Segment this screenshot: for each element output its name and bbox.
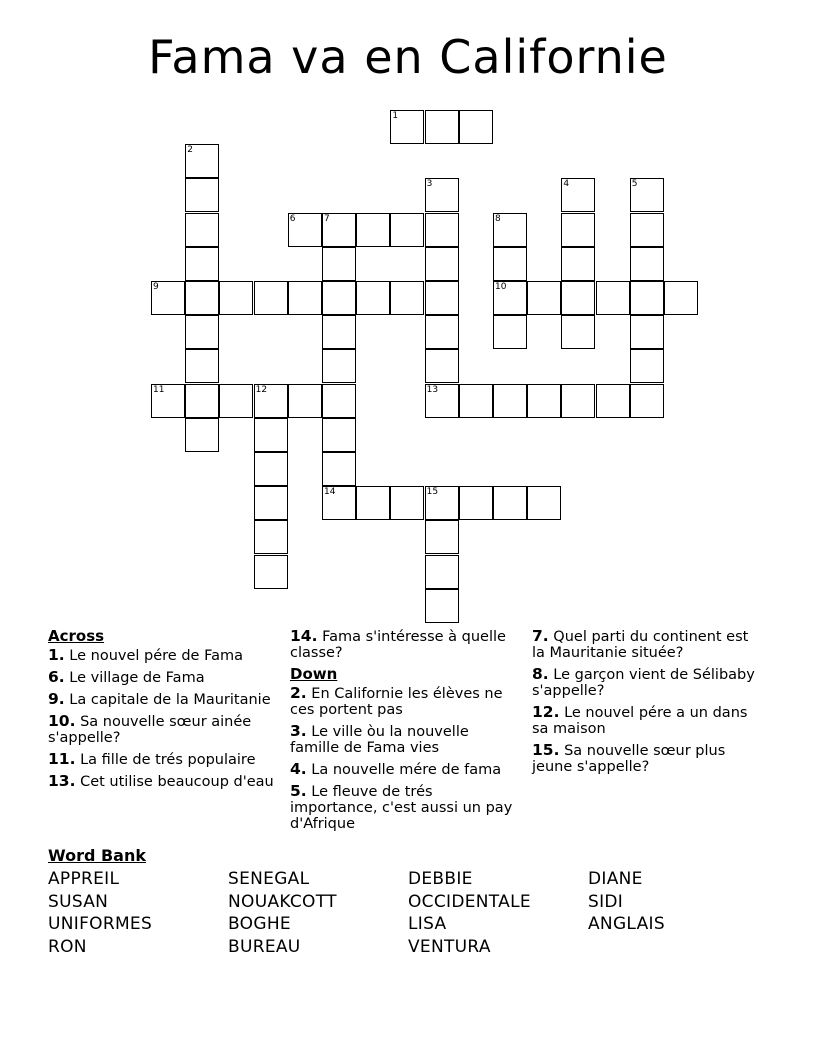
crossword-cell[interactable] xyxy=(561,384,595,418)
crossword-cell[interactable] xyxy=(322,247,356,281)
crossword-cell[interactable] xyxy=(322,384,356,418)
word-bank-item: BUREAU xyxy=(228,936,301,957)
crossword-cell[interactable] xyxy=(596,384,630,418)
clue-number: 2 xyxy=(187,145,193,156)
crossword-cell[interactable] xyxy=(630,315,664,349)
clue-across-14: 14. Fama s'intéresse à quelle classe? xyxy=(290,627,506,661)
word-bank-heading: Word Bank xyxy=(48,846,147,865)
crossword-cell[interactable] xyxy=(425,213,459,247)
crossword-cell[interactable] xyxy=(664,281,698,315)
crossword-cell[interactable] xyxy=(254,281,288,315)
crossword-cell[interactable] xyxy=(151,384,185,418)
crossword-cell[interactable] xyxy=(493,315,527,349)
crossword-cell[interactable] xyxy=(185,418,219,452)
crossword-cell[interactable] xyxy=(322,281,356,315)
word-bank-item: BOGHE xyxy=(228,914,291,935)
crossword-cell[interactable] xyxy=(425,281,459,315)
crossword-cell[interactable] xyxy=(561,315,595,349)
across-heading: Across xyxy=(48,627,105,645)
clue-down-3: 3. Le ville òu la nouvelle famille de Fama vies xyxy=(290,722,469,756)
crossword-cell[interactable] xyxy=(425,178,459,212)
crossword-cell[interactable] xyxy=(425,520,459,554)
crossword-cell[interactable] xyxy=(185,349,219,383)
crossword-cell[interactable] xyxy=(493,281,527,315)
word-bank-item: OCCIDENTALE xyxy=(408,891,531,912)
crossword-cell[interactable] xyxy=(459,486,493,520)
crossword-cell[interactable] xyxy=(561,213,595,247)
crossword-cell[interactable] xyxy=(493,213,527,247)
crossword-cell[interactable] xyxy=(322,486,356,520)
crossword-cell[interactable] xyxy=(390,213,424,247)
word-bank-item: SIDI xyxy=(588,891,624,912)
word-bank-item: APPREIL xyxy=(48,869,120,889)
crossword-cell[interactable] xyxy=(630,281,664,315)
clue-number: 10 xyxy=(495,282,507,292)
crossword-cell[interactable] xyxy=(219,384,253,418)
crossword-cell[interactable] xyxy=(288,281,322,315)
crossword-cell[interactable] xyxy=(493,247,527,281)
clue-down-12: 12. Le nouvel pére a un dans sa maison xyxy=(532,703,748,737)
crossword-cell[interactable] xyxy=(630,213,664,247)
crossword-cell[interactable] xyxy=(561,178,595,212)
crossword-cell[interactable] xyxy=(185,247,219,281)
crossword-cell[interactable] xyxy=(322,213,356,247)
crossword-cell[interactable] xyxy=(356,213,390,247)
word-bank-item: NOUAKCOTT xyxy=(228,891,337,912)
crossword-cell[interactable] xyxy=(288,213,322,247)
crossword-cell[interactable] xyxy=(630,178,664,212)
page-title: Fama va en Californie xyxy=(148,30,668,84)
crossword-cell[interactable] xyxy=(185,281,219,315)
crossword-cell[interactable] xyxy=(493,486,527,520)
crossword-cell[interactable] xyxy=(254,555,288,589)
crossword-cell[interactable] xyxy=(459,384,493,418)
crossword-cell[interactable] xyxy=(527,384,561,418)
clue-across-1: 1. Le nouvel pére de Fama xyxy=(48,646,243,664)
crossword-cell[interactable] xyxy=(527,281,561,315)
crossword-cell[interactable] xyxy=(527,486,561,520)
clue-number: 3 xyxy=(426,179,433,190)
crossword-cell[interactable] xyxy=(390,486,424,520)
clue-number: 11 xyxy=(153,384,165,395)
word-bank-item: LISA xyxy=(408,914,447,935)
crossword-cell[interactable] xyxy=(561,281,595,315)
crossword-cell[interactable] xyxy=(254,384,288,418)
clues-column-1 xyxy=(48,628,276,795)
crossword-cell[interactable] xyxy=(185,178,219,212)
crossword-cell[interactable] xyxy=(185,144,219,178)
crossword-cell[interactable] xyxy=(425,349,459,383)
clue-down-5: 5. Le fleuve de trés importance, c'est aussi un pay d'Afrique xyxy=(290,782,513,832)
crossword-cell[interactable] xyxy=(425,247,459,281)
clue-down-15: 15. Sa nouvelle sœur plus jeune s'appelle? xyxy=(532,741,726,775)
crossword-cell[interactable] xyxy=(425,589,459,623)
clue-across-6: 6. Le village de Fama xyxy=(48,668,205,686)
clue-number: 5 xyxy=(631,179,638,190)
crossword-cell[interactable] xyxy=(425,110,459,144)
crossword-cell[interactable] xyxy=(322,349,356,383)
crossword-cell[interactable] xyxy=(322,315,356,349)
clue-down-7: 7. Quel parti du continent est la Mauritanie située? xyxy=(532,627,749,661)
crossword-cell[interactable] xyxy=(630,247,664,281)
crossword-cell[interactable] xyxy=(151,281,185,315)
clue-across-9: 9. La capitale de la Mauritanie xyxy=(48,690,271,708)
clue-down-4: 4. La nouvelle mére de fama xyxy=(290,760,502,778)
crossword-cell[interactable] xyxy=(596,281,630,315)
crossword-cell[interactable] xyxy=(185,384,219,418)
clue-number: 14 xyxy=(324,487,336,498)
clue-number: 7 xyxy=(324,213,330,224)
clue-across-11: 11. La fille de trés populaire xyxy=(48,750,256,768)
crossword-cell[interactable] xyxy=(322,452,356,486)
word-bank-item: SENEGAL xyxy=(228,869,310,889)
crossword-cell[interactable] xyxy=(459,110,493,144)
crossword-cell[interactable] xyxy=(425,384,459,418)
crossword-cell[interactable] xyxy=(390,110,424,144)
crossword-cell[interactable] xyxy=(356,281,390,315)
word-bank-item: ANGLAIS xyxy=(588,914,665,935)
crossword-cell[interactable] xyxy=(493,384,527,418)
clue-number: 12 xyxy=(255,384,268,395)
clue-across-13: 13. Cet utilise beaucoup d'eau xyxy=(48,772,274,790)
crossword-cell[interactable] xyxy=(219,281,253,315)
word-bank-list xyxy=(48,869,788,959)
crossword-cell[interactable] xyxy=(630,349,664,383)
crossword-cell[interactable] xyxy=(254,418,288,452)
clue-down-8: 8. Le garçon vient de Sélibaby s'appelle? xyxy=(532,665,755,699)
clue-number: 13 xyxy=(426,384,439,395)
word-bank-item: DEBBIE xyxy=(408,869,473,889)
crossword-cell[interactable] xyxy=(425,315,459,349)
crossword-cell[interactable] xyxy=(390,281,424,315)
crossword-cell[interactable] xyxy=(356,486,390,520)
clue-number: 8 xyxy=(495,213,501,224)
clues-column-2 xyxy=(290,628,522,837)
crossword-cell[interactable] xyxy=(185,315,219,349)
clue-number: 9 xyxy=(153,282,159,292)
word-bank-item: VENTURA xyxy=(408,936,491,957)
clue-number: 6 xyxy=(289,213,296,224)
clue-number: 15 xyxy=(426,487,439,498)
word-bank xyxy=(48,846,788,959)
crossword-cell[interactable] xyxy=(254,520,288,554)
clue-number: 1 xyxy=(392,111,399,121)
word-bank-item: SUSAN xyxy=(48,891,109,912)
word-bank-item: DIANE xyxy=(588,869,643,889)
crossword-cell[interactable] xyxy=(630,384,664,418)
crossword-cell[interactable] xyxy=(185,213,219,247)
down-heading: Down xyxy=(290,665,338,683)
clue-down-2: 2. En Californie les élèves ne ces portent pas xyxy=(290,684,503,718)
crossword-cell[interactable] xyxy=(425,486,459,520)
crossword-cell[interactable] xyxy=(425,555,459,589)
crossword-cell[interactable] xyxy=(561,247,595,281)
crossword-cell[interactable] xyxy=(288,384,322,418)
clue-across-10: 10. Sa nouvelle sœur ainée s'appelle? xyxy=(48,712,252,746)
word-bank-item: RON xyxy=(48,936,87,957)
crossword-cell[interactable] xyxy=(254,452,288,486)
clues-column-3 xyxy=(532,628,764,780)
crossword-cell[interactable] xyxy=(254,486,288,520)
clue-number: 4 xyxy=(563,179,570,190)
word-bank-item: UNIFORMES xyxy=(48,914,153,935)
crossword-cell[interactable] xyxy=(322,418,356,452)
